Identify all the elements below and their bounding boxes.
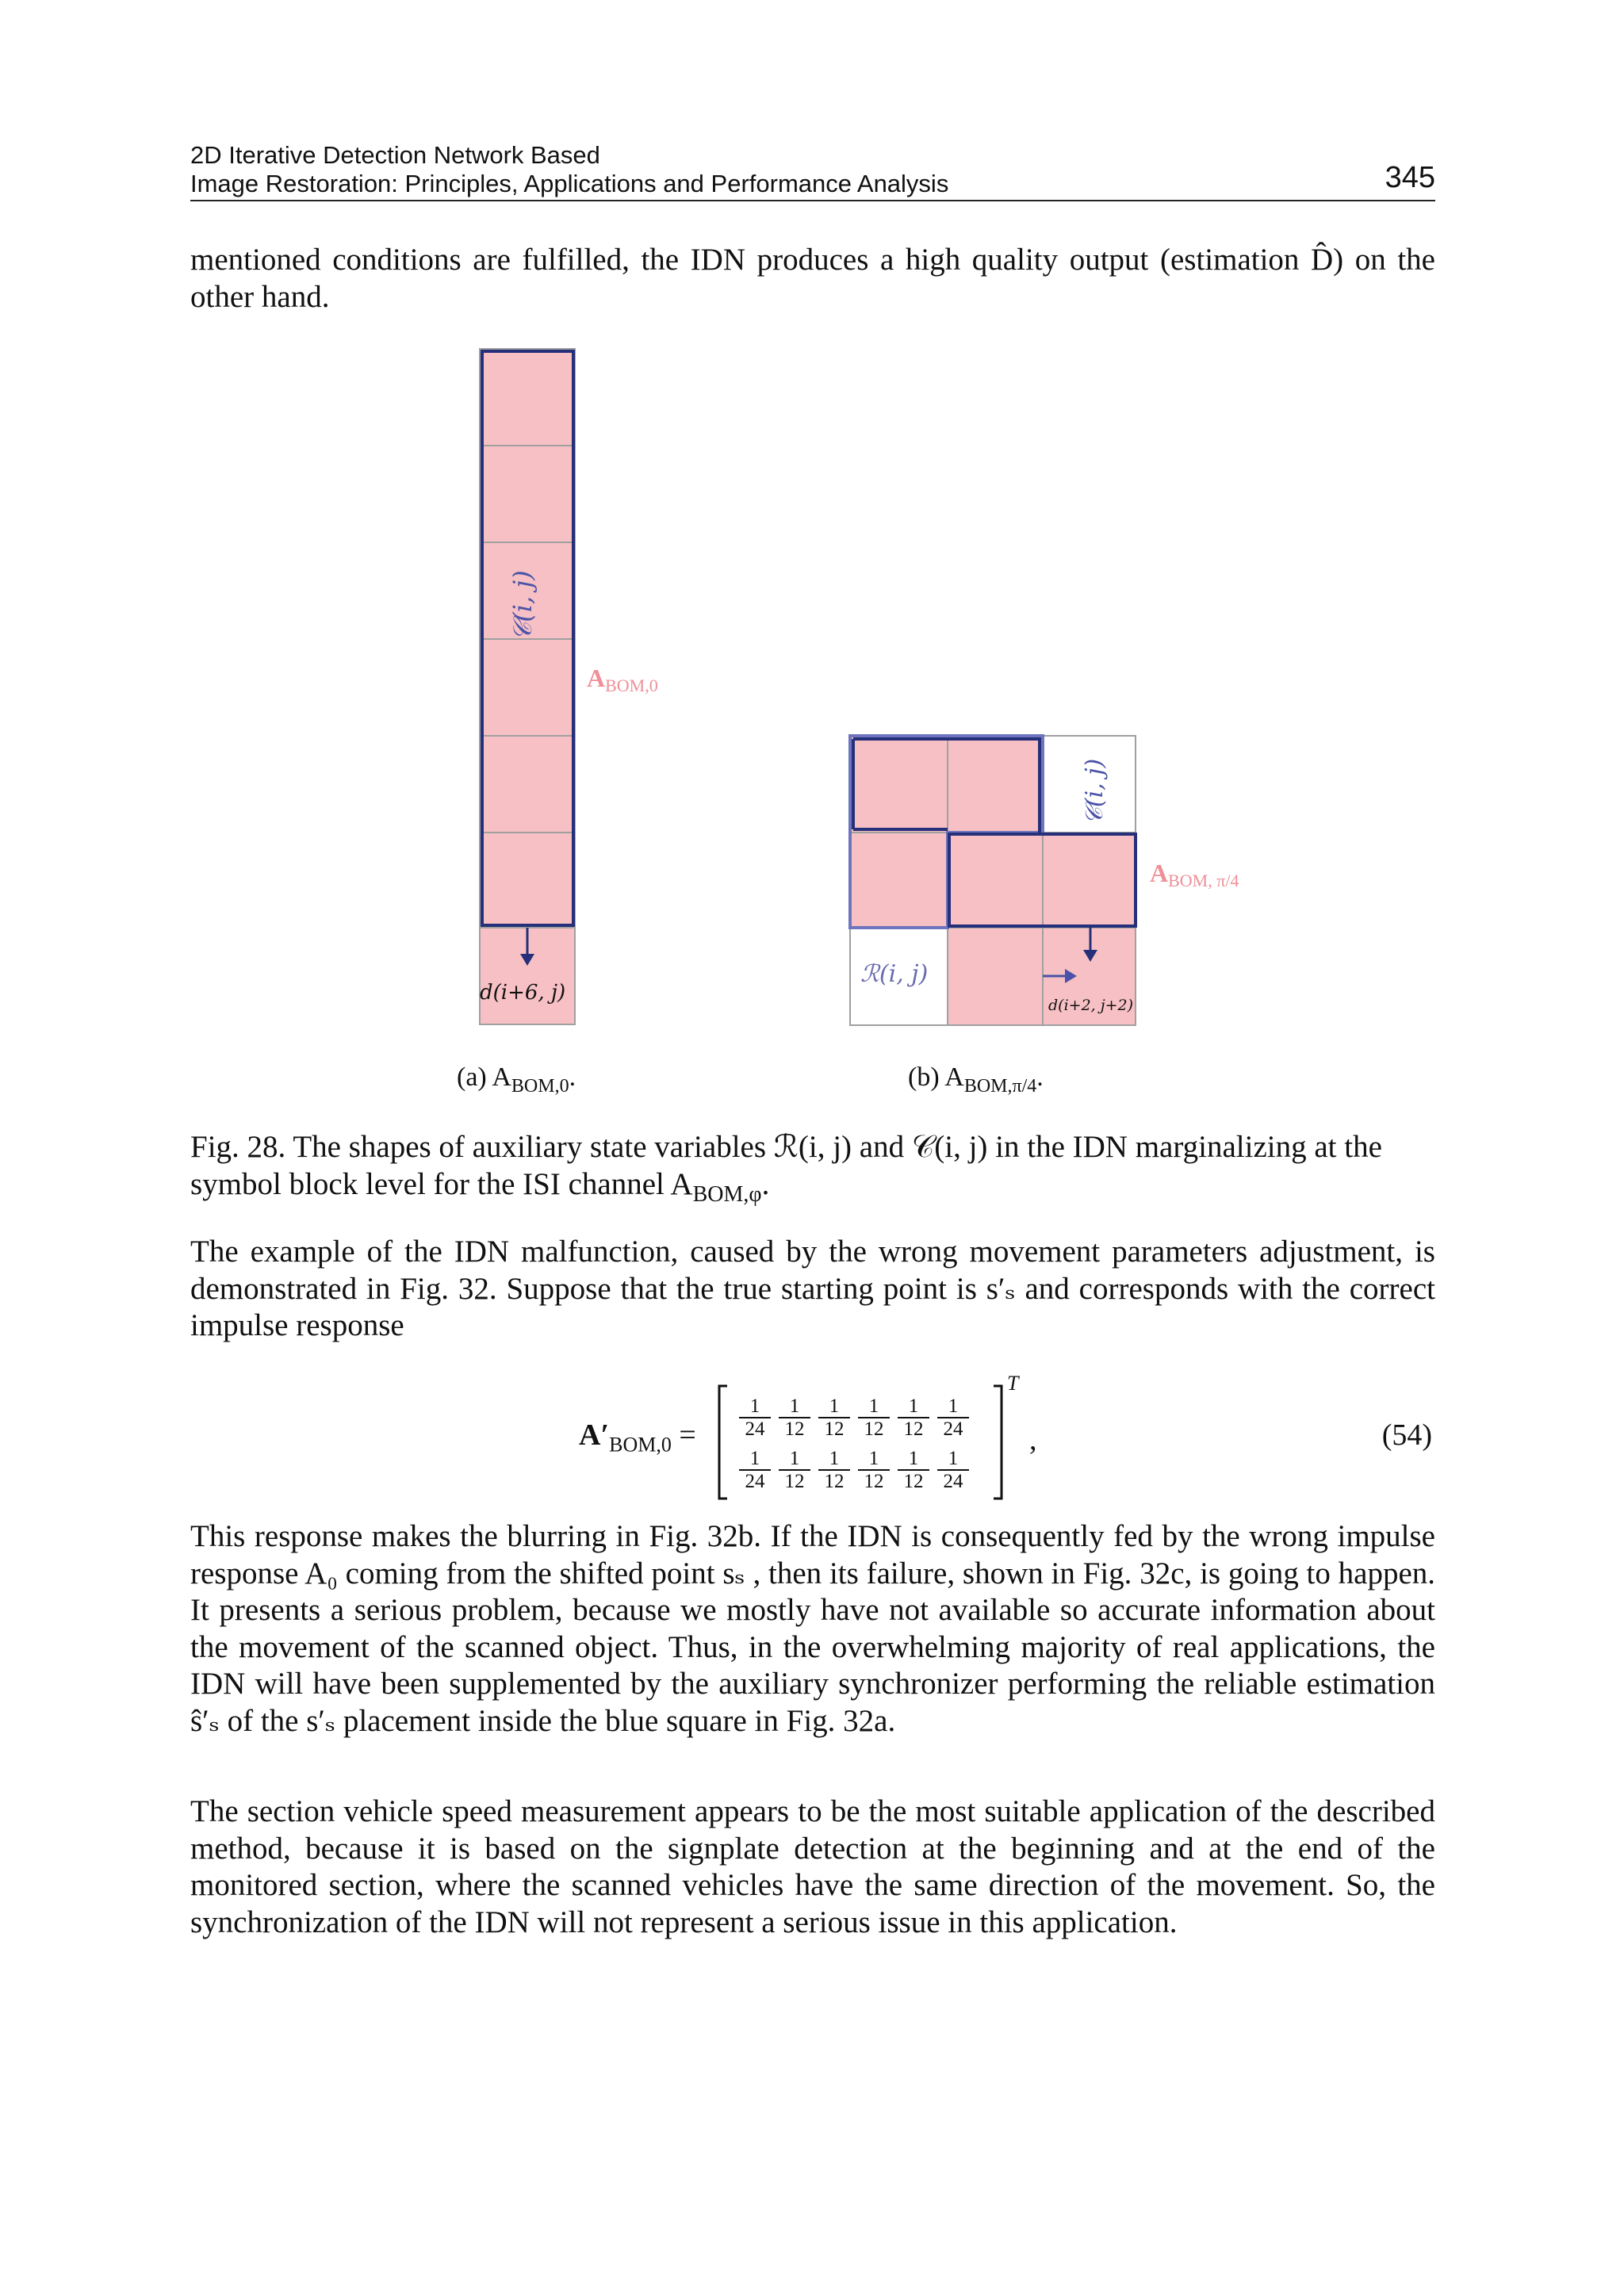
matrix-entry: $\frac{1}{12}$ [858,1395,890,1440]
matrix-label: ABOM,0 [587,664,658,695]
matrix-entry: $\frac{1}{12}$ [818,1395,850,1440]
output-label: d(i+6, j) [480,981,566,1005]
panel-a [480,349,658,1024]
running-head-line1: 2D Iterative Detection Network Based [190,141,600,169]
subcaption-b-sub: BOM,π/4 [963,1075,1037,1097]
transpose-mark: T [1007,1372,1019,1395]
equation-54 [190,1372,1435,1506]
paragraph-2 [190,1518,1435,1740]
equation-lhs: $A'_{BOM,0}$ = [579,1418,696,1457]
intro-text: mentioned conditions are fulfilled, the IDN produces a high quality output (estimation D̂) on the other hand. [190,243,1435,314]
equation-number: (54) [1381,1418,1432,1452]
subcaption-a-text: (a) A [457,1062,511,1092]
subcaption-a: (a) $A_{BOM,0}$. [457,1062,576,1097]
panel-b [850,736,1239,1025]
paragraph-1 [190,1234,1435,1345]
running-head-line2: Image Restoration: Principles, Applications and Performance Analysis [190,170,949,197]
paragraph-2-text: This response makes the blurring in Fig. 32b. If the IDN is consequently fed by the wrong impulse response A₀ coming from the shifted point sₛ , then its failure, shown in Fig. 32c, is going to happen. It presents a serious problem, because we mostly have not available so accurate information about the movement of the scanned object. Thus, in the overwhelming majority of real applications, the IDN will have been supplemented by the auxiliary synchronizer performing the reliable estimation ŝ′ₛ of the s′ₛ placement inside the blue square in Fig. 32a. [190,1519,1435,1738]
matrix-entry: $\frac{1}{12}$ [898,1395,929,1440]
paragraph-3-text: The section vehicle speed measurement appears to be the most suitable application of the described method, because it is based on the signplate detection at the beginning and at the end of the monitored section, where the scanned vehicles have the same direction of the movement. So, the synchronization of the IDN will not represent a serious issue in this application. [190,1794,1435,1939]
page-number: 345 [1385,161,1435,194]
matrix-entry: $\frac{1}{12}$ [779,1395,810,1440]
paragraph-3 [190,1793,1435,1941]
matrix-entry: $\frac{1}{24}$ [937,1395,969,1440]
figure-caption [190,1129,1435,1213]
subcaption-b-text: (b) A [908,1062,964,1092]
matrix-entry: $\frac{1}{12}$ [858,1448,890,1492]
column-label: 𝒞(i, j) [1081,758,1109,825]
figure-caption-sub: BOM,φ [692,1181,762,1207]
subcaption-b: (b) $A_{BOM,\pi/4}$. [908,1062,1044,1097]
matrix-entry: $\frac{1}{12}$ [818,1448,850,1492]
matrix-entry: $\frac{1}{12}$ [779,1448,810,1492]
matrix-label: ABOM, π/4 [1150,859,1239,890]
subcaption-a-sub: BOM,0 [511,1075,569,1097]
matrix-entry: $\frac{1}{12}$ [898,1448,929,1492]
matrix-entry: $\frac{1}{24}$ [739,1448,771,1492]
column-label: 𝒞(i, j) [508,570,538,641]
matrix-entry: $\frac{1}{24}$ [739,1395,771,1440]
paragraph-1-text: The example of the IDN malfunction, caused by the wrong movement parameters adjustment, is demonstrated in Fig. 32. Suppose that the true starting point is s′ₛ and corresponds with the correct impulse response [190,1235,1435,1342]
matrix-entry: $\frac{1}{24}$ [937,1448,969,1492]
row-label: ℛ(i, j) [860,960,929,988]
equation-comma: , [1029,1423,1037,1457]
output-label: d(i+2, j+2) [1048,997,1134,1014]
figure-caption-text: Fig. 28. The shapes of auxiliary state variables ℛ(i, j) and 𝒞(i, j) in the IDN marginalizing at the symbol block level for the ISI channel A [190,1130,1382,1201]
figure-caption-end: . [761,1166,770,1201]
